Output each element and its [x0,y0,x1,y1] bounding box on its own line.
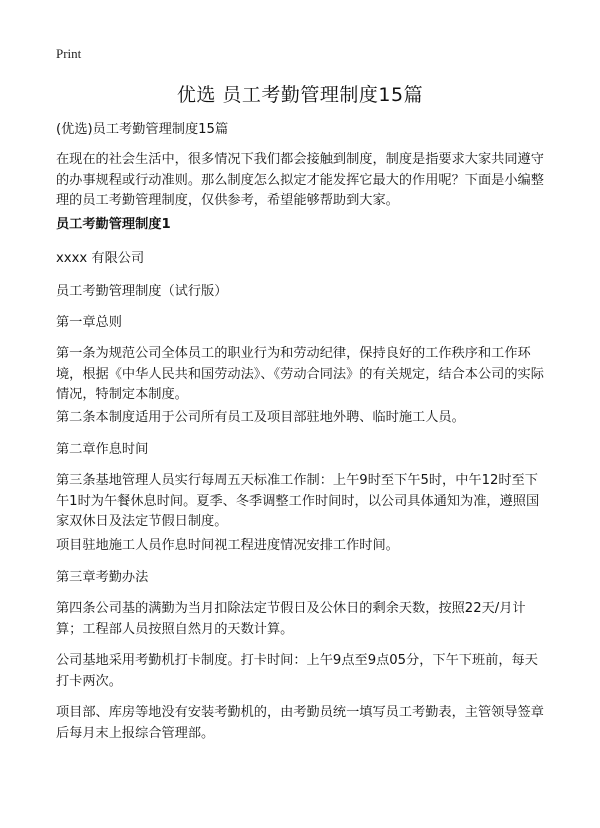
company-name: xxxx 有限公司 [56,251,145,266]
article-3: 第三条基地管理人员实行每周五天标准工作制：上午9时至下午5时，中午12时至下午1时为午餐休息时间。夏季、冬季调整工作时间时，以公司具体通知为准，遵照国家双休日及法定节假日制度。 [56,473,540,529]
clock-in-rule: 公司基地采用考勤机打卡制度。打卡时间：上午9点至9点05分，下午下班前，每天打卡两次。 [56,653,538,689]
chapter-heading-1: 第一章总则 [56,315,122,330]
manual-attendance-rule: 项目部、库房等地没有安装考勤机的，由考勤员统一填写员工考勤表，主管领导签章后每月末上报综合管理部。 [56,705,544,741]
project-schedule-note: 项目驻地施工人员作息时间视工程进度情况安排工作时间。 [56,538,399,553]
print-label: Print [56,46,82,61]
article-2: 第二条本制度适用于公司所有员工及项目部驻地外聘、临时施工人员。 [56,410,465,425]
document-subtitle: (优选)员工考勤管理制度15篇 [56,122,229,137]
article-1: 第一条为规范公司全体员工的职业行为和劳动纪律，保持良好的工作秩序和工作环境，根据《中华人民共和国劳动法》、《劳动合同法》的有关规定，结合本公司的实际情况，特制定本制度。 [56,346,544,402]
intro-paragraph: 在现在的社会生活中，很多情况下我们都会接触到制度，制度是指要求大家共同遵守的办事规程或行动准则。那么制度怎么拟定才能发挥它最大的作用呢？下面是小编整理的员工考勤管理制度，仅供参考，希望能够帮助到大家。 [56,152,544,208]
chapter-heading-3: 第三章考勤办法 [56,570,149,585]
chapter-heading-2: 第二章作息时间 [56,442,149,457]
page-title: 优选 员工考勤管理制度15篇 [176,84,424,106]
section-heading: 员工考勤管理制度1 [56,217,171,232]
policy-name: 员工考勤管理制度（试行版） [56,284,228,299]
article-4: 第四条公司基的满勤为当月扣除法定节假日及公休日的剩余天数，按照22天/月计算；工程部人员按照自然月的天数计算。 [56,601,526,637]
